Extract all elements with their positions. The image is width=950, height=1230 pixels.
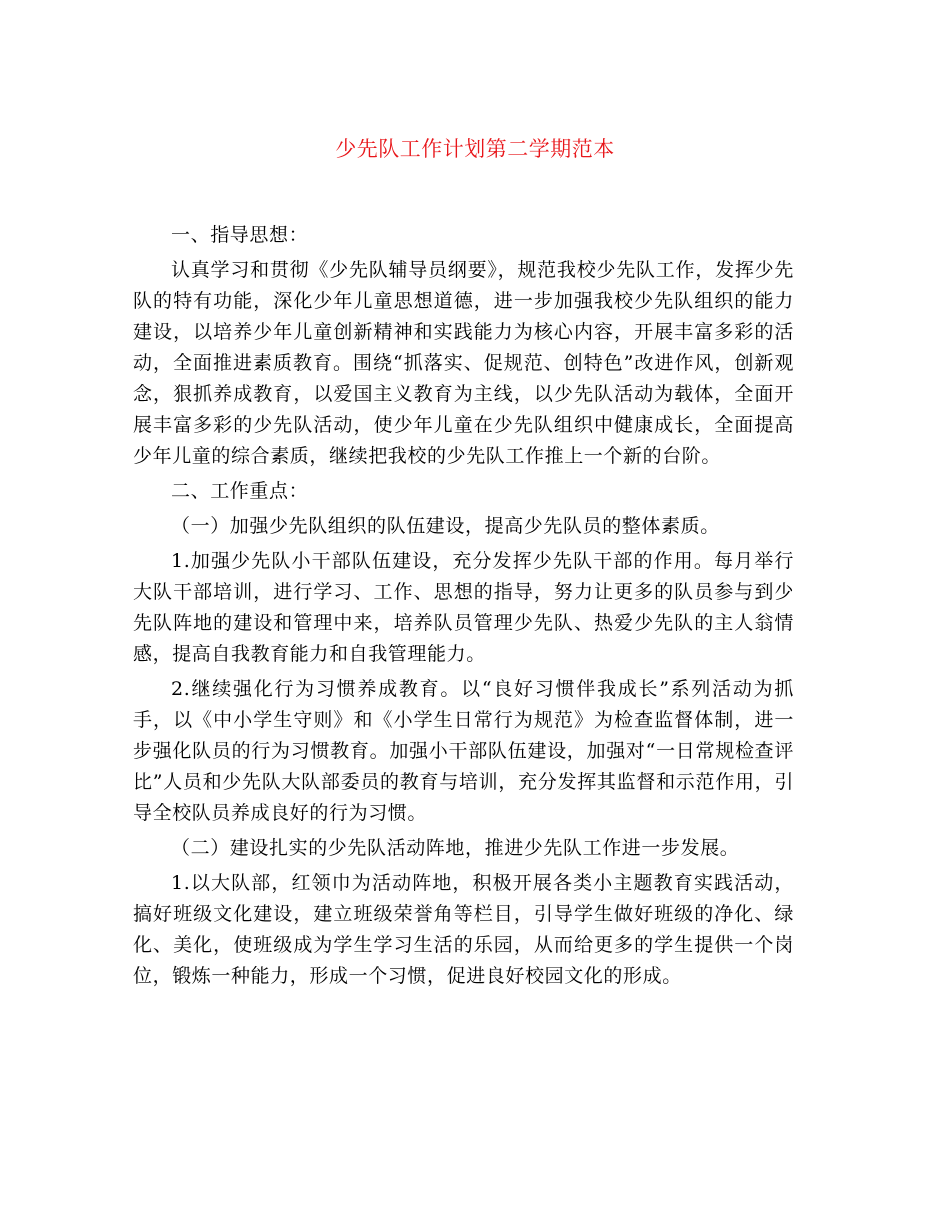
document-title: 少先队工作计划第二学期范本	[335, 137, 615, 161]
heading-work-focus: 二、工作重点：	[171, 480, 309, 502]
heading-guiding-ideology: 一、指导思想：	[171, 224, 309, 246]
paragraph-class-culture: 1.以大队部，红领巾为活动阵地，积极开展各类小主题教育实践活动，搞好班级文化建设，建立班级荣誉角等栏目，引导学生做好班级的净化、绿化、美化，使班级成为学生学习生活的乐园，从而给更多的学生提供一个岗位，锻炼一种能力，形成一个习惯，促进良好校园文化的形成。	[133, 872, 794, 987]
paragraph-guiding-ideology: 认真学习和贯彻《少先队辅导员纲要》，规范我校少先队工作，发挥少先队的特有功能，深化少年儿童思想道德，进一步加强我校少先队组织的能力建设，以培养少年儿童创新精神和实践能力为核心内容，开展丰富多彩的活动，全面推进素质教育。围绕“抓落实、促规范、创特色”改进作风，创新观念，狠抓养成教育，以爱国主义教育为主线，以少先队活动为载体，全面开展丰富多彩的少先队活动，使少年儿童在少先队组织中健康成长，全面提高少年儿童的综合素质，继续把我校的少先队工作推上一个新的台阶。	[133, 259, 794, 467]
subheading-activity-base: （二）建设扎实的少先队活动阵地，推进少先队工作进一步发展。	[171, 837, 740, 859]
document-body	[133, 220, 794, 992]
subheading-team-building: （一）加强少先队组织的队伍建设，提高少先队员的整体素质。	[171, 515, 720, 537]
paragraph-habit-education: 2.继续强化行为习惯养成教育。以“良好习惯伴我成长”系列活动为抓手，以《中小学生守则》和《小学生日常行为规范》为检查监督体制，进一步强化队员的行为习惯教育。加强小干部队伍建设，加强对“一日常规检查评比”人员和少先队大队部委员的教育与培训，充分发挥其监督和示范作用，引导全校队员养成良好的行为习惯。	[133, 678, 794, 824]
paragraph-cadre-building: 1.加强少先队小干部队伍建设，充分发挥少先队干部的作用。每月举行大队干部培训，进行学习、工作、思想的指导，努力让更多的队员参与到少先队阵地的建设和管理中来，培养队员管理少先队、热爱少先队的主人翁情感，提高自我教育能力和自我管理能力。	[133, 550, 794, 665]
